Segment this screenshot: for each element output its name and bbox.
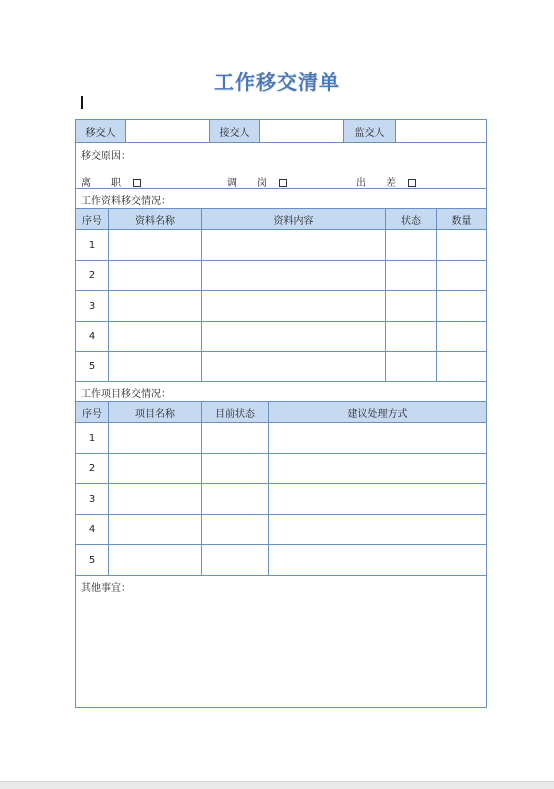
materials-col-content: 资料内容 [202,209,386,229]
row-index: 4 [76,322,109,351]
table-row [76,484,486,515]
other-matters-area[interactable] [76,576,486,707]
table-row [76,454,486,484]
reason-option-transfer-label: 调 岗 [227,178,267,189]
project-status-cell[interactable] [202,454,269,483]
project-handling-cell[interactable] [269,423,486,453]
project-handling-cell[interactable] [269,454,486,483]
reason-option-resign[interactable] [81,174,141,189]
material-content-cell[interactable] [202,261,386,290]
material-name-cell[interactable] [109,352,202,381]
project-name-cell[interactable] [109,515,202,544]
materials-section-label: 工作资料移交情况： [81,196,171,207]
projects-col-current-status: 目前状态 [202,402,269,422]
text-cursor [81,96,83,109]
row-index: 4 [76,515,109,544]
project-name-cell[interactable] [109,484,202,514]
checkbox-icon[interactable] [133,179,141,187]
material-name-cell[interactable] [109,230,202,260]
projects-col-suggested-handling: 建议处理方式 [347,408,408,420]
material-status-cell[interactable] [386,230,437,260]
projects-section-row [76,382,486,402]
table-row [76,291,486,322]
other-matters-label: 其他事宜： [81,583,131,594]
project-handling-cell[interactable] [269,515,486,544]
material-quantity-cell[interactable] [437,230,486,260]
table-row [76,515,486,545]
material-status-cell[interactable] [386,261,437,290]
table-row [76,230,486,261]
row-index: 1 [76,423,109,453]
material-content-cell[interactable] [202,230,386,260]
material-quantity-cell[interactable] [437,291,486,321]
checkbox-icon[interactable] [279,179,287,187]
material-content-cell[interactable] [202,352,386,381]
material-status-cell[interactable] [386,322,437,351]
project-name-cell[interactable] [109,545,202,575]
people-row [76,120,486,143]
project-name-cell[interactable] [109,454,202,483]
material-quantity-cell[interactable] [437,261,486,290]
materials-col-status: 状态 [386,209,437,229]
reason-option-resign-label: 离 职 [81,178,121,189]
row-index: 2 [76,261,109,290]
project-handling-cell[interactable] [269,484,486,514]
material-status-cell[interactable] [386,352,437,381]
material-name-cell[interactable] [109,322,202,351]
materials-col-name: 资料名称 [109,209,202,229]
materials-col-index: 序号 [76,209,109,229]
material-name-cell[interactable] [109,291,202,321]
row-index: 1 [76,230,109,260]
material-content-cell[interactable] [202,322,386,351]
material-name-cell[interactable] [109,261,202,290]
page-title: 工作移交清单 [214,70,340,94]
project-status-cell[interactable] [202,515,269,544]
project-status-cell[interactable] [202,545,269,575]
receiver-field[interactable] [260,120,344,142]
table-row [76,322,486,352]
row-index: 5 [76,545,109,575]
material-quantity-cell[interactable] [437,322,486,351]
material-quantity-cell[interactable] [437,352,486,381]
projects-section-label: 工作项目移交情况： [81,389,171,400]
handover-form [75,119,487,708]
materials-section-row [76,189,486,209]
reason-row [76,143,486,189]
materials-col-quantity: 数量 [451,215,472,227]
material-status-cell[interactable] [386,291,437,321]
material-content-cell[interactable] [202,291,386,321]
reason-option-transfer[interactable] [227,174,287,189]
checkbox-icon[interactable] [408,179,416,187]
projects-header-row [76,402,486,423]
row-index: 3 [76,484,109,514]
supervisor-field[interactable] [396,120,486,142]
materials-header-row [76,209,486,230]
projects-col-index: 序号 [76,402,109,422]
project-status-cell[interactable] [202,423,269,453]
row-index: 2 [76,454,109,483]
table-row [76,545,486,576]
table-row [76,261,486,291]
reason-option-business-trip-label: 出 差 [356,178,396,189]
table-row [76,423,486,454]
row-index: 3 [76,291,109,321]
reason-label: 移交原因： [81,151,131,162]
table-row [76,352,486,382]
projects-col-name: 项目名称 [109,402,202,422]
project-handling-cell[interactable] [269,545,486,575]
project-name-cell[interactable] [109,423,202,453]
supervisor-label: 监交人 [344,120,396,142]
handover-person-label: 移交人 [76,120,126,142]
reason-option-business-trip[interactable] [356,174,416,189]
project-status-cell[interactable] [202,484,269,514]
row-index: 5 [76,352,109,381]
handover-person-field[interactable] [126,120,210,142]
receiver-label: 接交人 [210,120,260,142]
